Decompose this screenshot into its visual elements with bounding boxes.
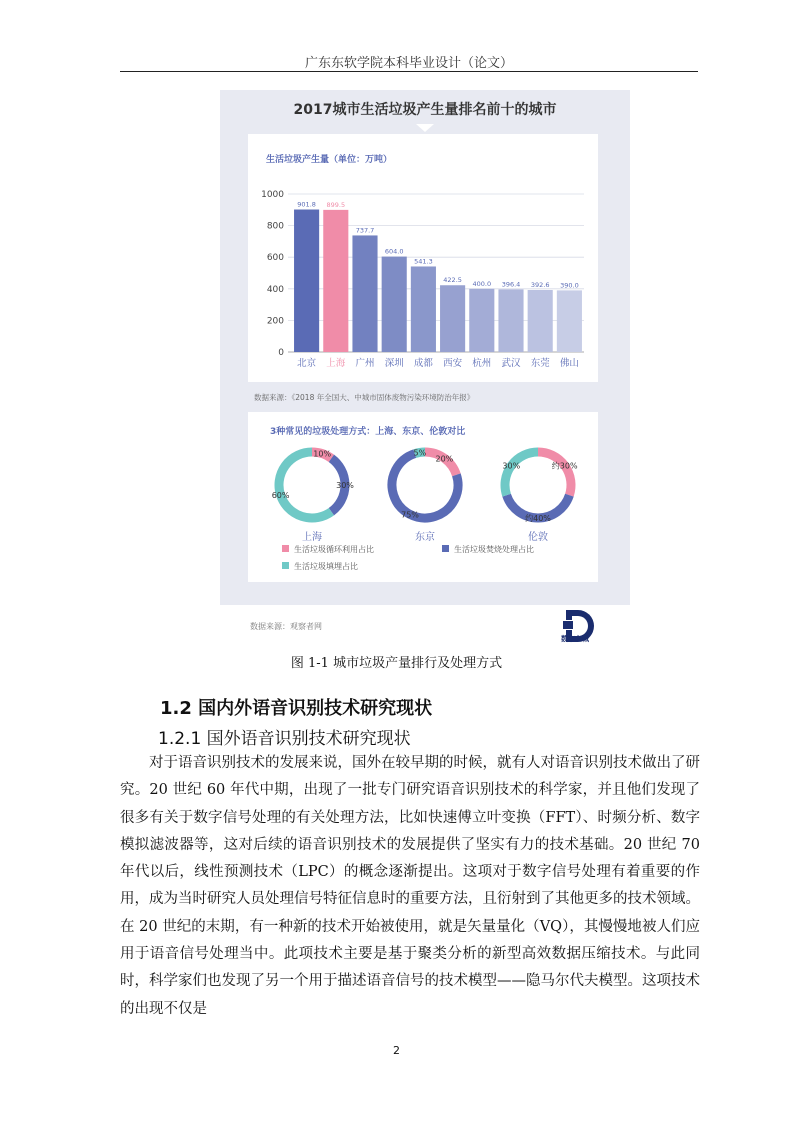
legend-swatch <box>282 562 289 569</box>
slice-label: 约40% <box>525 514 551 523</box>
figure-infographic <box>220 90 630 605</box>
y-tick-label: 1000 <box>261 190 284 200</box>
bar-9 <box>557 290 582 352</box>
bar-4 <box>411 266 436 352</box>
body-paragraph: 对于语音识别技术的发展来说，国外在较早期的时候，就有人对语音识别技术做出了研究。20 世纪 60 年代中期，出现了一批专门研究语音识别技术的科学家，并且他们发现了很多有关于数字信号处理的有关处理方法，比如快速傅立叶变换（FFT）、时频分析、数字模拟滤波器等，这对后续的语音识别技术的发展提供了坚实有力的技术基础。20 世纪 70 年代以后，线性预测技术（LPC）的概念逐渐提出。这项对于数字信号处理有着重要的作用，成为当时研究人员处理信号特征信息时的重要方法，且衍射到了其他更多的技术领域。在 20 世纪的末期，有一种新的技术开始被使用，就是矢量量化（VQ），其慢慢地被人们应用于语音信号处理当中。此项技术主要是基于聚类分析的新型高效数据压缩技术。与此同时，科学家们也发现了另一个用于描述语音信号的技术模型——隐马尔代夫模型。这项技术的出现不仅是 <box>120 755 700 1017</box>
bar-value-label: 392.6 <box>530 280 550 289</box>
bar-subtitle: 生活垃圾产生量（单位：万吨） <box>266 155 393 165</box>
page-number: 2 <box>393 1044 400 1057</box>
bar-value-label: 604.0 <box>384 247 404 256</box>
legend-label: 生活垃圾填埋占比 <box>294 562 358 571</box>
y-tick-label: 600 <box>266 253 284 264</box>
donut-city-label: 东京 <box>415 532 435 543</box>
x-tick-label: 深圳 <box>384 358 404 369</box>
donut-city-label: 伦敦 <box>528 532 548 543</box>
donut-city-label: 上海 <box>302 532 322 543</box>
slice-label: 约30% <box>551 461 578 471</box>
x-tick-label: 武汉 <box>501 358 521 369</box>
x-tick-label: 佛山 <box>559 358 579 369</box>
bar-value-label: 390.0 <box>560 281 579 290</box>
bar-value-label: 901.8 <box>297 200 316 209</box>
subsection-heading: 1.2.1 国外语音识别技术研究现状 <box>158 729 411 749</box>
pie-panel <box>248 412 598 582</box>
bar-8 <box>528 290 553 352</box>
slice-label: 5% <box>413 448 427 458</box>
bar-0 <box>294 210 319 352</box>
bar-source: 数据来源：《2018 年全国大、中城市固体废物污染环境防治年报》 <box>254 393 475 402</box>
y-tick-label: 800 <box>266 221 284 232</box>
x-tick-label: 广州 <box>355 358 375 369</box>
slice-label: 60% <box>271 491 290 501</box>
slice-label: 75% <box>401 510 419 520</box>
page-header: 广东东软学院本科毕业设计（论文） <box>304 56 513 71</box>
y-tick-label: 400 <box>266 284 284 295</box>
legend-label: 生活垃圾循环利用占比 <box>294 545 374 554</box>
x-tick-label: 上海 <box>326 358 346 369</box>
x-tick-label: 西安 <box>443 358 463 369</box>
y-tick-label: 0 <box>278 348 284 358</box>
y-tick-label: 200 <box>266 316 284 327</box>
logo-text: 数字之城 <box>561 635 589 643</box>
bar-1 <box>323 210 348 352</box>
header-rule <box>120 71 698 72</box>
x-tick-label: 东莞 <box>530 358 550 369</box>
slice-label: 10% <box>313 449 332 459</box>
bar-value-label: 396.4 <box>501 280 521 289</box>
chart-title: 2017城市生活垃圾产生量排名前十的城市 <box>293 102 557 118</box>
title-notch <box>416 124 434 132</box>
bar-7 <box>498 289 523 352</box>
bar-value-label: 737.7 <box>355 226 375 235</box>
pie-title: 3种常见的垃圾处理方式：上海、东京、伦敦对比 <box>270 427 466 437</box>
legend-swatch <box>282 545 289 552</box>
figure-credit: 数据来源：观察者网 <box>250 622 322 631</box>
x-tick-label: 杭州 <box>472 358 492 369</box>
bar-value-label: 422.5 <box>443 276 462 285</box>
slice-label: 20% <box>435 454 454 464</box>
bar-3 <box>382 257 407 352</box>
bar-5 <box>440 285 465 352</box>
infographic-svg <box>220 90 630 605</box>
slice-label: 30% <box>336 481 354 490</box>
figure-caption: 图 1-1 城市垃圾产量排行及处理方式 <box>290 656 503 671</box>
slice-label: 30% <box>502 461 521 471</box>
legend-label: 生活垃圾焚烧处理占比 <box>454 545 534 554</box>
bar-value-label: 541.3 <box>414 257 433 266</box>
bar-value-label: 400.0 <box>472 279 492 288</box>
bar-value-label: 899.5 <box>326 200 346 209</box>
section-heading: 1.2 国内外语音识别技术研究现状 <box>160 698 433 719</box>
bar-2 <box>352 235 377 352</box>
legend-swatch <box>442 545 449 552</box>
bar-6 <box>469 289 494 352</box>
x-tick-label: 北京 <box>297 358 317 369</box>
x-tick-label: 成都 <box>413 358 433 369</box>
